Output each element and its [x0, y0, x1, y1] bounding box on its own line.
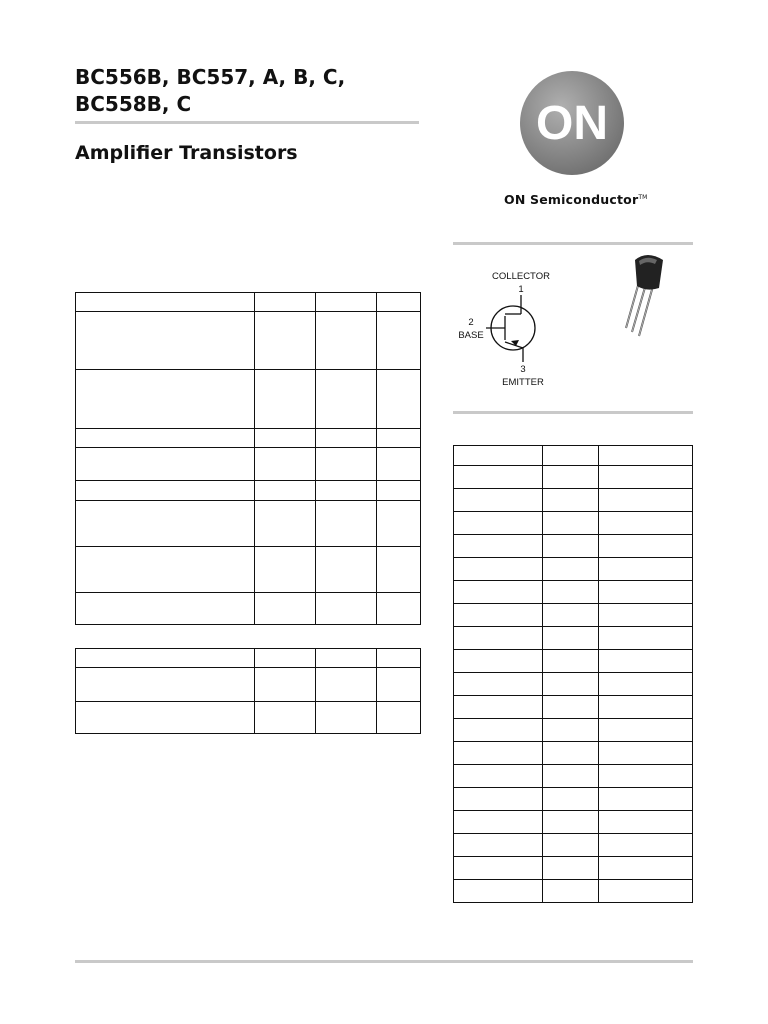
table-row: [76, 501, 421, 547]
table-row: [454, 581, 693, 604]
table-row: [76, 547, 421, 593]
table-row: [76, 668, 421, 702]
table-row: [454, 719, 693, 742]
thermal-characteristics-table: [75, 648, 421, 734]
table-header-row: [454, 446, 693, 466]
logo-mark-text: ON: [536, 97, 608, 150]
table-row: [454, 535, 693, 558]
table-row: [454, 558, 693, 581]
table-row: [454, 742, 693, 765]
collector-label: COLLECTOR: [492, 271, 550, 282]
brand-name: [504, 192, 648, 207]
base-pin-number: 2: [468, 317, 474, 328]
table-row: [76, 429, 421, 448]
collector-pin-number: 1: [518, 284, 524, 295]
on-semiconductor-logo-icon: [519, 70, 625, 176]
to-92-package-icon: [613, 250, 673, 340]
table-row: [454, 880, 693, 903]
sidebar-divider-top: [453, 242, 693, 245]
table-row: [454, 604, 693, 627]
maximum-ratings-table: [75, 292, 421, 625]
table-row: [454, 834, 693, 857]
table-row: [454, 489, 693, 512]
table-row: [76, 593, 421, 625]
footer-divider: [75, 960, 693, 963]
table-row: [454, 627, 693, 650]
table-row: [76, 481, 421, 501]
title-divider: [75, 121, 419, 124]
transistor-schematic: [453, 262, 583, 394]
table-row: [76, 312, 421, 370]
base-label: BASE: [458, 330, 484, 341]
table-row: [454, 466, 693, 489]
table-row: [454, 765, 693, 788]
emitter-label: EMITTER: [502, 377, 544, 388]
table-row: [454, 696, 693, 719]
table-row: [454, 857, 693, 880]
table-row: [454, 673, 693, 696]
brand-name-text: ON Semiconductor: [504, 192, 639, 207]
pnp-transistor-icon: [486, 295, 535, 362]
table-row: [76, 448, 421, 481]
title-line-1: BC556B, BC557, A, B, C,: [75, 65, 346, 89]
table-row: [454, 811, 693, 834]
document-title: [75, 64, 415, 118]
table-row: [76, 370, 421, 429]
ordering-information-table: [453, 445, 693, 903]
trademark-symbol: TM: [638, 193, 648, 201]
table-row: [454, 650, 693, 673]
table-row: [454, 512, 693, 535]
table-header-row: [76, 649, 421, 668]
table-row: [454, 788, 693, 811]
document-subtitle: Amplifier Transistors: [75, 142, 298, 164]
emitter-pin-number: 3: [520, 364, 526, 375]
table-row: [76, 702, 421, 734]
table-header-row: [76, 293, 421, 312]
sidebar-divider-middle: [453, 411, 693, 414]
title-line-2: BC558B, C: [75, 92, 192, 116]
